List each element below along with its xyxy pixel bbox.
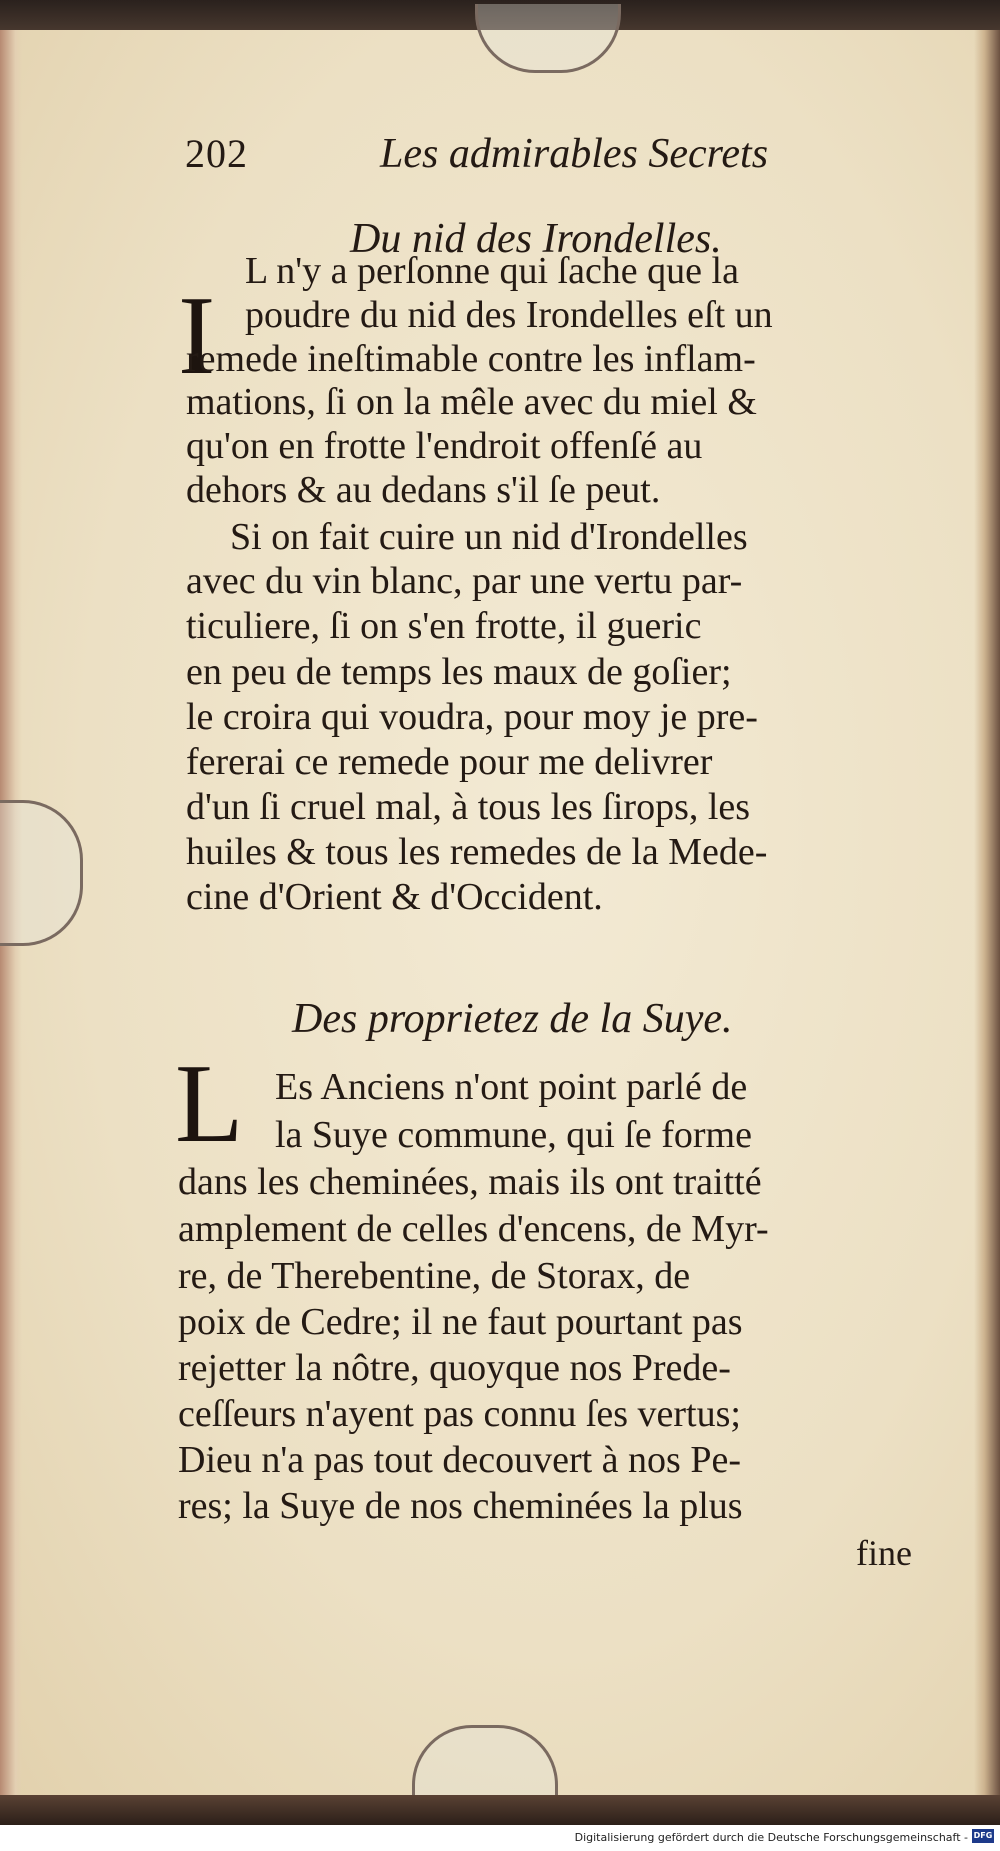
text-line: huiles & tous les remedes de la Mede- bbox=[186, 831, 768, 873]
text-line: poudre du nid des Irondelles eſt un bbox=[245, 294, 773, 336]
footer-credit: Digitalisierung gefördert durch die Deutsche Forschungsgemeinschaft - bbox=[574, 1831, 968, 1844]
text-line: ticuliere, ſi on s'en frotte, il gueric bbox=[186, 605, 702, 647]
text-line: poix de Cedre; il ne faut pourtant pas bbox=[178, 1301, 743, 1343]
page-number: 202 bbox=[185, 131, 248, 176]
text-line: cine d'Orient & d'Occident. bbox=[186, 876, 603, 918]
text-line: L n'y a perſonne qui ſache que la bbox=[245, 250, 739, 292]
text-line: dehors & au dedans s'il ſe peut. bbox=[186, 469, 661, 511]
text-line: la Suye commune, qui ſe forme bbox=[275, 1114, 752, 1156]
page-edge-right bbox=[974, 30, 1000, 1798]
text-line: Si on fait cuire un nid d'Irondelles bbox=[230, 516, 748, 558]
text-line: ceſſeurs n'ayent pas connu ſes vertus; bbox=[178, 1393, 741, 1435]
running-head-title: Les admirables Secrets bbox=[380, 131, 769, 177]
text-line: le croira qui voudra, pour moy je pre- bbox=[186, 696, 758, 738]
section-heading-2: Des proprietez de la Suye. bbox=[292, 996, 733, 1042]
text-line: en peu de temps les maux de goſier; bbox=[186, 651, 732, 693]
dfg-logo: DFG bbox=[972, 1829, 994, 1843]
dropcap-2: L bbox=[175, 1042, 244, 1166]
text-line: amplement de celles d'encens, de Myr- bbox=[178, 1208, 769, 1250]
section-heading-1: Du nid des Irondelles. bbox=[350, 216, 722, 262]
text-line: Dieu n'a pas tout decouvert à nos Pe- bbox=[178, 1439, 741, 1481]
text-line: mations, ſi on la mêle avec du miel & bbox=[186, 381, 757, 423]
text-line: Es Anciens n'ont point parlé de bbox=[275, 1066, 748, 1108]
text-line: res; la Suye de nos cheminées la plus bbox=[178, 1485, 743, 1527]
text-line: avec du vin blanc, par une vertu par- bbox=[186, 560, 743, 602]
text-line: remede ineſtimable contre les inflam- bbox=[186, 338, 756, 380]
catchword: fine bbox=[856, 1533, 912, 1573]
dropcap-1: I bbox=[178, 274, 216, 398]
text-line: d'un ſi cruel mal, à tous les ſirops, les bbox=[186, 786, 751, 828]
text-line: fererai ce remede pour me delivrer bbox=[186, 741, 713, 783]
text-line: re, de Therebentine, de Storax, de bbox=[178, 1255, 691, 1297]
text-line: qu'on en frotte l'endroit offenſé au bbox=[186, 425, 703, 467]
scan-bottom-border bbox=[0, 1795, 1000, 1825]
text-line: rejetter la nôtre, quoyque nos Prede- bbox=[178, 1347, 731, 1389]
text-line: dans les cheminées, mais ils ont traitté bbox=[178, 1161, 762, 1203]
running-head bbox=[185, 130, 769, 177]
